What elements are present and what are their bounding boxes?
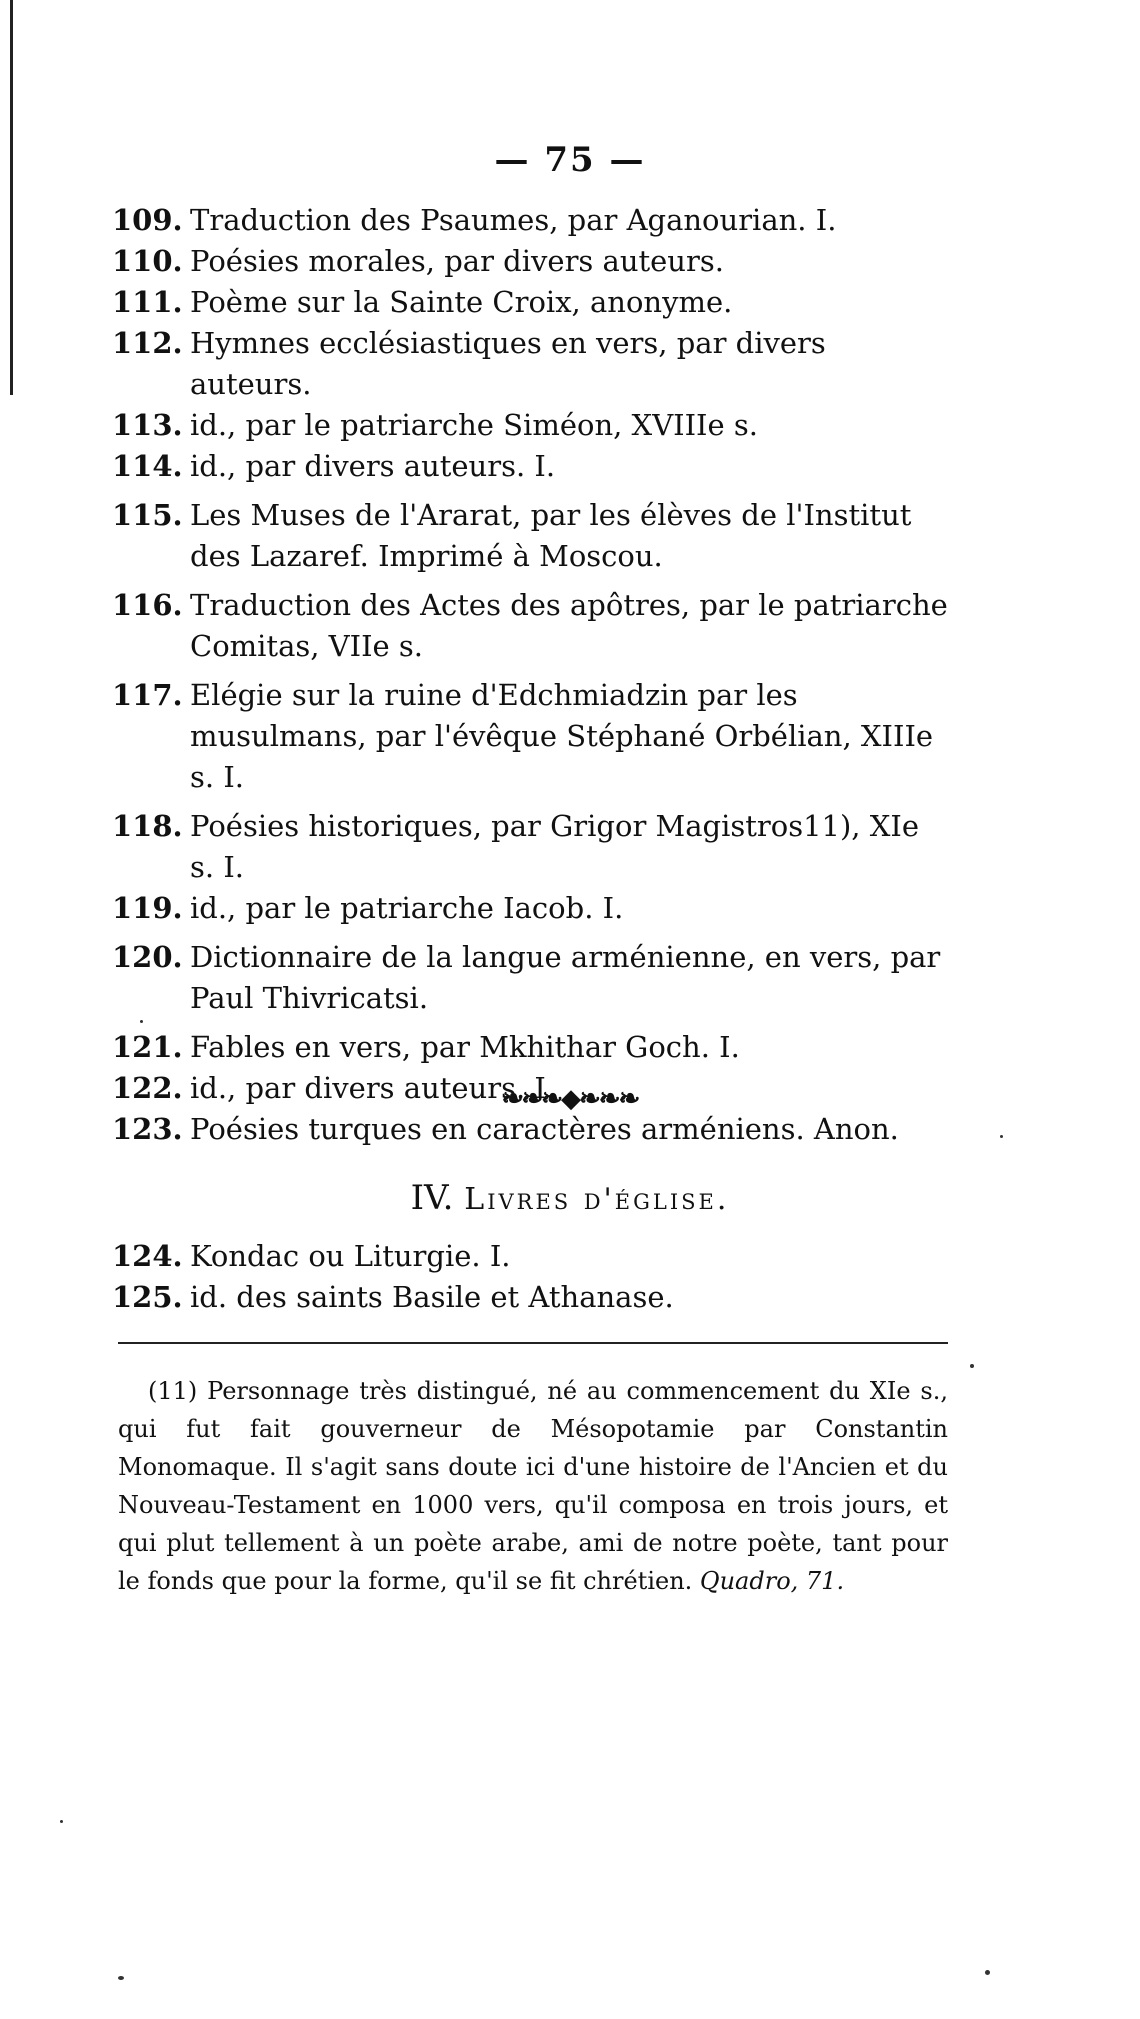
paper-speck — [985, 1970, 990, 1975]
entry-number: 116. — [112, 588, 183, 622]
entry-text: id. des saints Basile et Athanase. — [190, 1280, 674, 1314]
entry-number: 109. — [112, 203, 183, 237]
paper-speck — [60, 1820, 63, 1823]
entry-text: Traduction des Psaumes, par Aganourian. I. — [190, 203, 837, 237]
list-item — [112, 888, 952, 929]
entry-number: 120. — [112, 940, 183, 974]
section-title: Livres d'église. — [464, 1182, 730, 1217]
ornament-divider: ❧❧❧◆❧❧❧ — [501, 1084, 639, 1114]
list-item — [112, 241, 952, 282]
list-item — [112, 1027, 952, 1068]
page-edge-rule — [10, 0, 13, 395]
footnote-marker: (11) — [148, 1377, 198, 1405]
entry-text: Les Muses de l'Ararat, par les élèves de l'Institut des Lazaref. Imprimé à Moscou. — [190, 498, 912, 573]
list-item — [112, 937, 952, 1019]
entry-text: Hymnes ecclésiastiques en vers, par divers auteurs. — [190, 326, 826, 401]
entry-number: 125. — [112, 1280, 183, 1314]
section-numeral: IV. — [410, 1178, 454, 1218]
entry-number: 112. — [112, 326, 183, 360]
list-item — [112, 675, 952, 798]
footnote-paragraph — [118, 1372, 948, 1600]
list-item — [112, 495, 952, 577]
section-heading — [0, 1178, 1140, 1218]
entry-number: 123. — [112, 1112, 183, 1146]
entry-text: id., par le patriarche Iacob. I. — [190, 891, 624, 925]
paper-speck — [1000, 1135, 1003, 1138]
entry-text: Poésies morales, par divers auteurs. — [190, 244, 724, 278]
entry-number: 114. — [112, 449, 183, 483]
footnote-rule — [118, 1342, 948, 1344]
entry-text: id., par le patriarche Siméon, XVIIIe s. — [190, 408, 758, 442]
entry-number: 117. — [112, 678, 183, 712]
footnote-reference: Quadro, 71. — [699, 1567, 845, 1595]
entry-text: Elégie sur la ruine d'Edchmiadzin par les musulmans, par l'évêque Stéphané Orbélian, XIIIe s. I. — [190, 678, 934, 794]
entry-text: Traduction des Actes des apôtres, par le patriarche Comitas, VIIe s. — [190, 588, 948, 663]
list-item — [112, 1109, 952, 1150]
list-item — [112, 200, 952, 241]
paper-speck — [140, 1020, 143, 1023]
entry-number: 124. — [112, 1239, 183, 1273]
entry-list-section-iv — [112, 1236, 952, 1318]
list-item — [112, 1236, 952, 1277]
entry-number: 115. — [112, 498, 183, 532]
list-item — [112, 323, 952, 405]
entry-text: Dictionnaire de la langue arménienne, en vers, par Paul Thivricatsi. — [190, 940, 941, 1015]
entry-text: Poésies turques en caractères arméniens. Anon. — [190, 1112, 899, 1146]
footnote-text: Personnage très distingué, né au commencement du XIe s., qui fut fait gouverneur de Mésopotamie par Constantin Monomaque. Il s'agit sans doute ici d'une histoire de l'Ancien et du Nouveau-Testament en 1000 vers, qu'il composa en trois jours, et qui plut tellement à un poète arabe, ami de notre poète, tant pour le fonds que pour la forme, qu'il se fit chrétien. — [118, 1377, 948, 1595]
paper-speck — [970, 1364, 974, 1368]
entry-text: Poésies historiques, par Grigor Magistros11), XIe s. I. — [190, 809, 920, 884]
list-item — [112, 282, 952, 323]
entry-text: Poème sur la Sainte Croix, anonyme. — [190, 285, 733, 319]
paper-speck — [118, 1976, 124, 1980]
entry-text: Kondac ou Liturgie. I. — [190, 1239, 511, 1273]
list-item — [112, 806, 952, 888]
list-item — [112, 405, 952, 446]
entry-number: 122. — [112, 1071, 183, 1105]
entry-text: id., par divers auteurs. I. — [190, 449, 556, 483]
footnote — [118, 1372, 948, 1600]
entry-number: 110. — [112, 244, 183, 278]
list-item — [112, 1277, 952, 1318]
entry-number: 118. — [112, 809, 183, 843]
entry-text: id., par divers auteurs. I. — [190, 1071, 556, 1105]
entry-number: 121. — [112, 1030, 183, 1064]
entry-number: 113. — [112, 408, 183, 442]
entry-number: 119. — [112, 891, 183, 925]
entry-number: 111. — [112, 285, 183, 319]
entry-text: Fables en vers, par Mkhithar Goch. I. — [190, 1030, 740, 1064]
list-item — [112, 585, 952, 667]
page-number: — 75 — — [494, 140, 646, 180]
list-item — [112, 446, 952, 487]
entry-list — [112, 200, 952, 1150]
